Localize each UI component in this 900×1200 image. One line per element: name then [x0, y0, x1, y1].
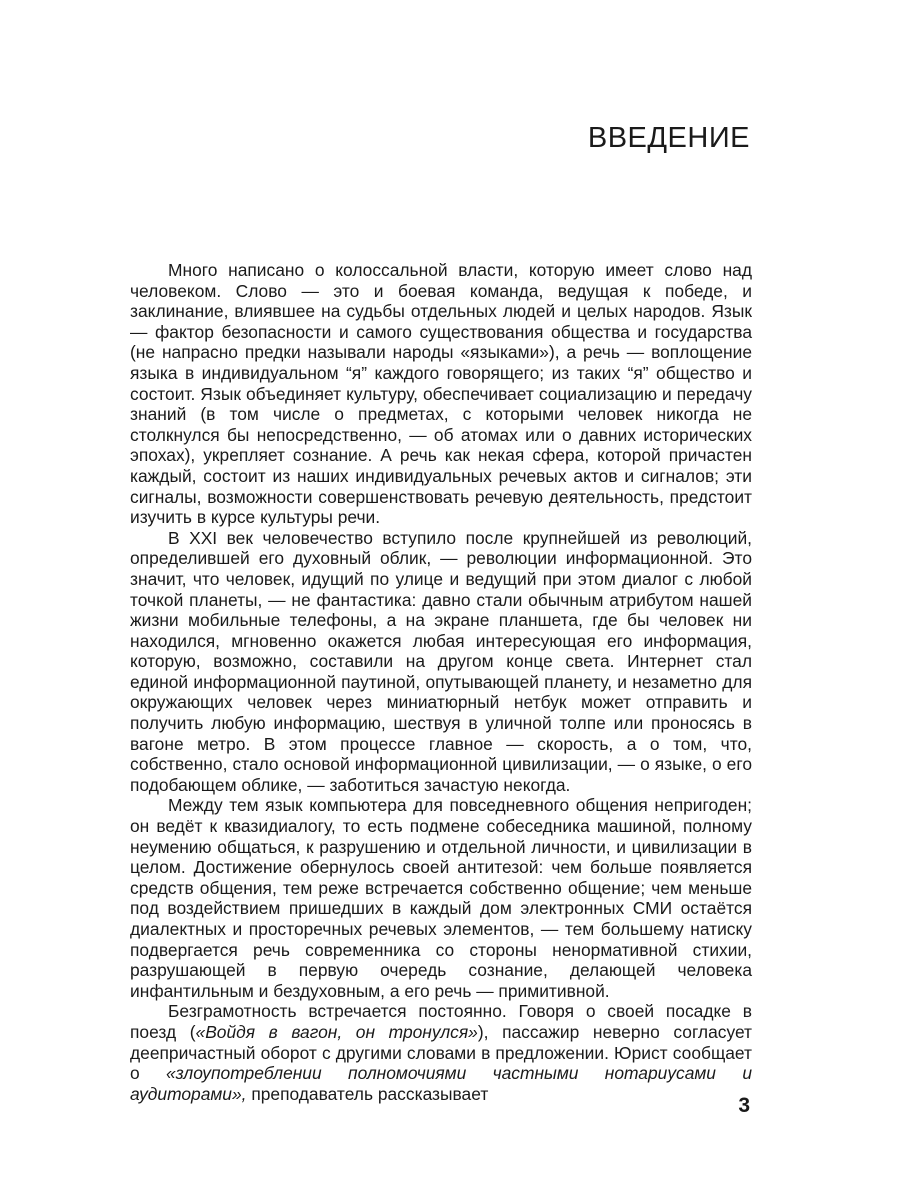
- body-text: [130, 260, 752, 1104]
- page-number: 3: [738, 1094, 750, 1117]
- paragraph-2: В XXI век человечество вступило после крупнейшей из революций, определившей его духовный облик, — революции информационной. Это значит, что человек, идущий по улице и ведущий при этом диалог с любой точкой планеты, — не фантастика: давно стали обычным атрибутом нашей жизни мобильные телефоны, а на экране планшета, где бы человек ни находился, мгновенно окажется любая интересующая его информация, которую, возможно, составили на другом конце света. Интернет стал единой информационной паутиной, опутывающей планету, и незаметно для окружающих человек через миниатюрный нетбук может отправить и получить любую информацию, шествуя в уличной толпе или проносясь в вагоне метро. В этом процессе главное — скорость, а о том, что, собственно, стало основой информационной цивилизации, — о языке, о его подобающем облике, — заботиться зачастую некогда.: [130, 527, 752, 795]
- paragraph-4: [130, 1001, 752, 1104]
- paragraph-1: Много написано о колоссальной власти, которую имеет слово над человеком. Слово — это и боевая команда, ведущая к победе, и заклинание, влиявшее на судьбы отдельных людей и целых народов. Язык — фактор безопасности и самого существования общества и государства (не напрасно предки называли народы «языками»), а речь — воплощение языка в индивидуальном “я” каждого говорящего; из таких “я” общество и состоит. Язык объединяет культуру, обеспечивает социализацию и передачу знаний (в том числе о предметах, с которыми человек никогда не столкнулся бы непосредственно, — об атомах или о давних исторических эпохах), укрепляет сознание. А речь как некая сфера, которой причастен каждый, состоит из наших индивидуальных речевых актов и сигналов; эти сигналы, возможности совершенствовать речевую деятельность, предстоит изучить в курсе культуры речи.: [130, 260, 752, 528]
- paragraph-4-text-1: Безграмотность встречается постоянно. Говоря о своей посадке в поезд (: [130, 1001, 752, 1042]
- quote-passenger: «Войдя в вагон, он тронулся»: [195, 1021, 478, 1042]
- paragraph-4-text-2: ), пассажир неверно согласует деепричастный оборот с другими словами в предложении. Юрист сообщает о: [130, 1021, 753, 1084]
- paragraph-4-text-3: преподаватель рассказывает: [246, 1083, 489, 1104]
- chapter-title: ВВЕДЕНИЕ: [587, 122, 750, 154]
- quote-lawyer: «злоупотреблении полномочиями частными нотариусами и аудиторами»,: [130, 1063, 752, 1104]
- paragraph-3: Между тем язык компьютера для повседневного общения непригоден; он ведёт к квазидиалогу, то есть подмене собеседника машиной, полному неумению общаться, к разрушению и отдельной личности, и цивилизации в целом. Достижение обернулось своей антитезой: чем больше появляется средств общения, тем реже встречается собственно общение; чем меньше под воздействием пришедших в каждый дом электронных СМИ остаётся диалектных и просторечных речевых элементов, — тем большему натиску подвергается речь современника со стороны ненормативной стихии, разрушающей в первую очередь сознание, делающей человека инфантильным и бездуховным, а его речь — примитивной.: [130, 795, 752, 1001]
